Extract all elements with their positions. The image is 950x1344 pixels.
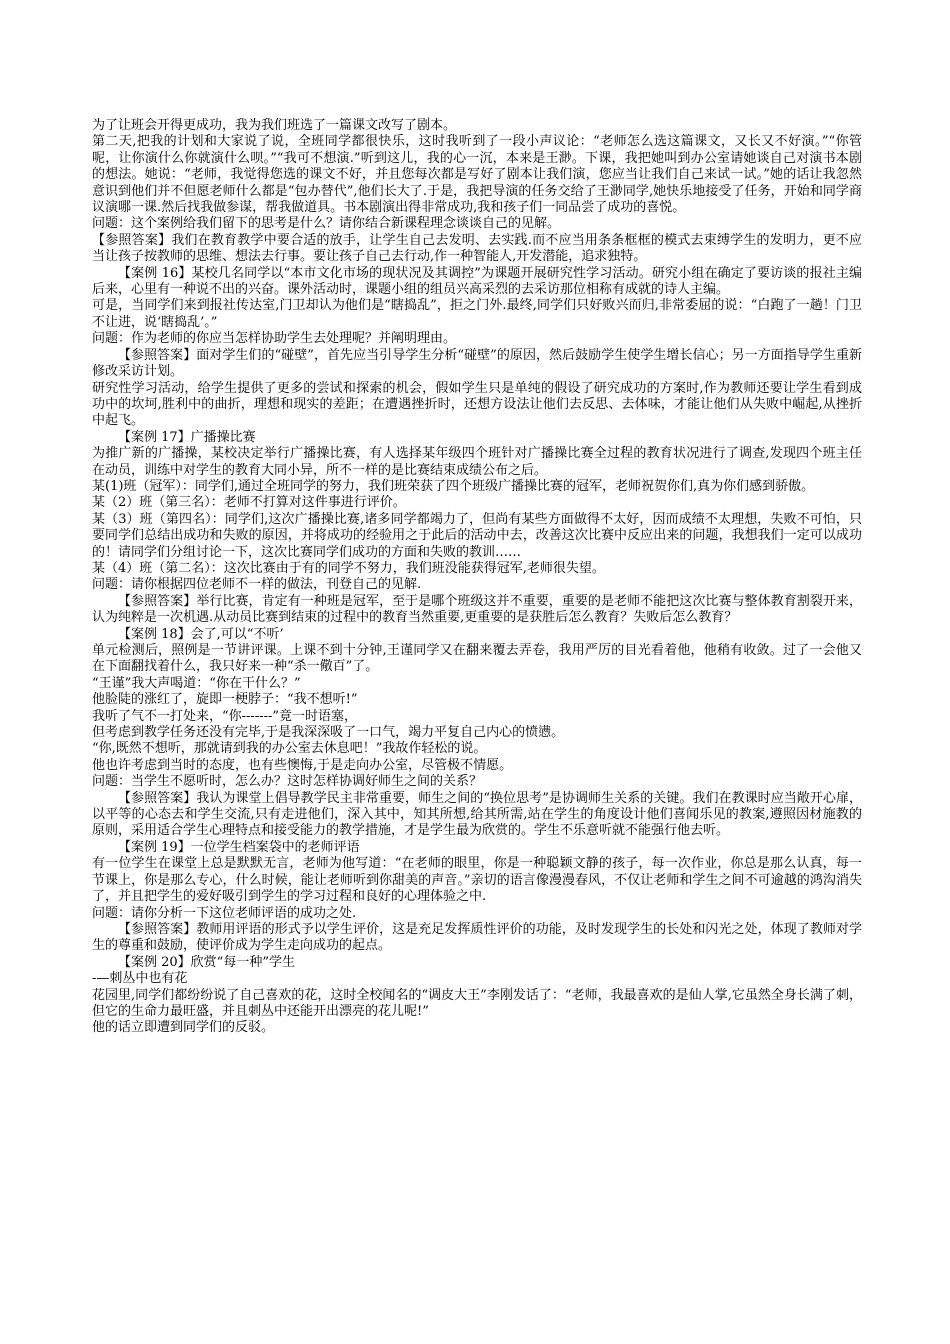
paragraph: 为了让班会开得更成功，我为我们班选了一篇课文改写了剧本。 [92, 118, 457, 133]
case-20-heading: 【案例 20】欣赏“每一种”学生 [118, 954, 295, 970]
case-16-heading: 【案例 16】某校几名同学以“本市文化市场的现状况及其调控”为课题开展研究性学习活动。研究小组在确定了要访谈的报社主编后来，心里有一种说不出的兴奋。课外活动时，课题小组的组员兴高采烈的去采访那位相称有成就的诗人主编。 [92, 265, 862, 298]
paragraph: 他也许考虑到当时的态度，也有些懊悔,于是走向办公室，尽管极不情愿。 [92, 757, 513, 773]
subtitle-paragraph: -—刺丛中也有花 [92, 971, 188, 987]
paragraph: “你,既然不想听，那就请到我的办公室去休息吧！”我故作轻松的说。 [92, 741, 487, 757]
paragraph: 单元检测后，照例是一节讲评课。上课不到十分钟,王谨同学又在翻来覆去弄卷，我用严厉的目光看着他，他稍有收敛。过了一会他又在下面翻找着什么，我只好来一种“杀一儆百”了。 [92, 643, 862, 675]
question-paragraph: 问题：请你分析一下这位老师评语的成功之处. [92, 905, 357, 921]
document-page [92, 118, 862, 1037]
question-paragraph: 问题：作为老师的你应当怎样协助学生去处理呢？并阐明理由。 [92, 331, 457, 347]
answer-paragraph: 【参照答案】教师用评语的形式予以学生评价，这是充足发挥质性评价的功能，及时发现学生的长处和闪光之处，体现了教师对学生的尊重和鼓励，使评价成为学生走向成功的起点。 [92, 921, 862, 954]
paragraph: 为推广新的广播操，某校决定举行广播操比赛，有人选择某年级四个班针对广播操比赛全过程的教育状况进行了调查,发现四个班主任在动员，训练中对学生的教育大同小异，所不一样的是比赛结束成绩公布之后。 [92, 446, 862, 478]
question-paragraph: 问题：当学生不愿听时，怎么办？这时怎样协调好师生之间的关系？ [92, 774, 483, 790]
paragraph: 某（2）班（第三名）：老师不打算对这件事进行评价。 [92, 495, 406, 511]
case-17-heading: 【案例 17】广播操比赛 [118, 429, 256, 445]
paragraph: 研究性学习活动，给学生提供了更多的尝试和探索的机会，假如学生只是单纯的假设了研究成功的方案时,作为教师还要让学生看到成功中的坎坷,胜利中的曲折，理想和现实的差距；在遭遇挫折时，还想方设法让他们去反思、去体味，才能让他们从失败中崛起,从挫折中起飞。 [92, 380, 862, 429]
answer-paragraph: 【参照答案】我认为课堂上倡导教学民主非常重要，师生之间的“换位思考”是协调师生关系的关键。我们在教课时应当敞开心扉，以平等的心态去和学生交流,只有走进他们，深入其中，知其所想,给其所需,站在学生的角度设计他们喜闻乐见的教案,遵照因材施教的原则，采用适合学生心理特点和接受能力的教学措施，才是学生最为欣赏的。学生不乐意听就不能强行他去听。 [92, 790, 862, 839]
question-paragraph: 问题：这个案例给我们留下的思考是什么？请你结合新课程理念谈谈自己的见解。 [92, 216, 561, 232]
answer-paragraph: 【参照答案】我们在教育教学中要合适的放手，让学生自己去发明、去实践.而不应当用条条框框的模式去束缚学生的发明力，更不应当让孩子按教师的思维、想法去行事。要让孩子自己去行动,作一种智能人,开发潜能，追求独特。 [92, 232, 862, 265]
paragraph: 花园里,同学们都纷纷说了自己喜欢的花，这时全校闻名的“调皮大王”李刚发话了：“老师，我最喜欢的是仙人掌,它虽然全身长满了刺，但它的生命力最旺盛，并且刺丛中还能开出漂亮的花儿呢!” [92, 987, 862, 1019]
paragraph: 有一位学生在课堂上总是默默无言，老师为他写道：“在老师的眼里，你是一种聪颖文静的孩子，每一次作业，你总是那么认真，每一节课上，你是那么专心，什么时候，能让老师听到你甜美的声音。”亲切的语言像漫漫春风，不仅让老师和学生之间不可逾越的鸿沟消失了，并且把学生的爱好吸引到学生的学习过程和良好的心理体验之中. [92, 856, 862, 905]
paragraph: 他脸陡的涨红了，旋即一梗脖子：“我不想听!” [92, 692, 358, 708]
paragraph: 某(1)班（冠军）：同学们,通过全班同学的努力，我们班荣获了四个班级广播操比赛的冠军，老师祝贺你们,真为你们感到骄傲。 [92, 478, 815, 494]
paragraph: 可是，当同学们来到报社传达室,门卫却认为他们是“瞎捣乱”，拒之门外.最终,同学们只好败兴而归,非常委屈的说：“白跑了一趟！门卫不让进，说‘瞎捣乱’。” [92, 298, 862, 330]
paragraph: 但考虑到教学任务还没有完毕,于是我深深吸了一口气，竭力平复自己内心的愤懑。 [92, 725, 565, 741]
case-18-heading: 【案例 18】会了,可以“不听’ [118, 626, 284, 642]
answer-paragraph: 【参照答案】举行比赛，肯定有一种班是冠军，至于是哪个班级这并不重要，重要的是老师不能把这次比赛与整体教育割裂开来，认为纯粹是一次机遇.从动员比赛到结束的过程中的教育当然重要,更重要的是获胜后怎么教育？失败后怎么教育？ [92, 593, 862, 626]
paragraph: “王谨”我大声喝道：“你在干什么？” [92, 675, 301, 691]
paragraph: 某（3）班（第四名）：同学们,这次广播操比赛,诸多同学都竭力了，但尚有某些方面做得不太好，因而成绩不太理想，失败不可怕，只要同学们总结出成功和失败的原因，并将成功的经验用之于此后的活动中去，改善这次比赛中反应出来的问题，我想我们一定可以成功的！请同学们分组讨论一下，这次比赛同学们成功的方面和失败的教训…… [92, 511, 862, 560]
paragraph: 某（4）班（第二名）：这次比赛由于有的同学不努力，我们班没能获得冠军,老师很失望。 [92, 560, 605, 576]
paragraph: 我听了气不一打处来，“你-------”竟一时语塞， [92, 708, 358, 724]
paragraph: 第二天,把我的计划和大家说了说，全班同学都很快乐，这时我听到了一段小声议论：“老师怎么选这篇课文，又长又不好演。”“你管呢，让你演什么你就演什么呗。”“我可不想演.”听到这儿，我的心一沉，本来是王渺。下课，我把她叫到办公室请她谈自己对演书本剧的想法。她说：“老师，我觉得您选的课文不好，并且您每次都是写好了剧本让我们演，您应当让我们自己来试一试。”她的话让我忽然意识到他们并不但愿老师什么都是“包办替代”,他们长大了.于是，我把导演的任务交给了王渺同学,她快乐地接受了任务，开始和同学商议演哪一课.然后找我做参谋，帮我做道具。书本剧演出得非常成功,我和孩子们一同品尝了成功的喜悦。 [92, 134, 862, 216]
case-19-heading: 【案例 19】一位学生档案袋中的老师评语 [118, 839, 360, 855]
answer-paragraph: 【参照答案】面对学生们的“碰壁”，首先应当引导学生分析“碰壁”的原因，然后鼓励学生使学生增长信心；另一方面指导学生重新修改采访计划。 [92, 347, 862, 380]
paragraph: 他的话立即遭到同学们的反驳。 [92, 1020, 275, 1036]
question-paragraph: 问题：请你根据四位老师不一样的做法，刊登自己的见解. [92, 577, 422, 593]
